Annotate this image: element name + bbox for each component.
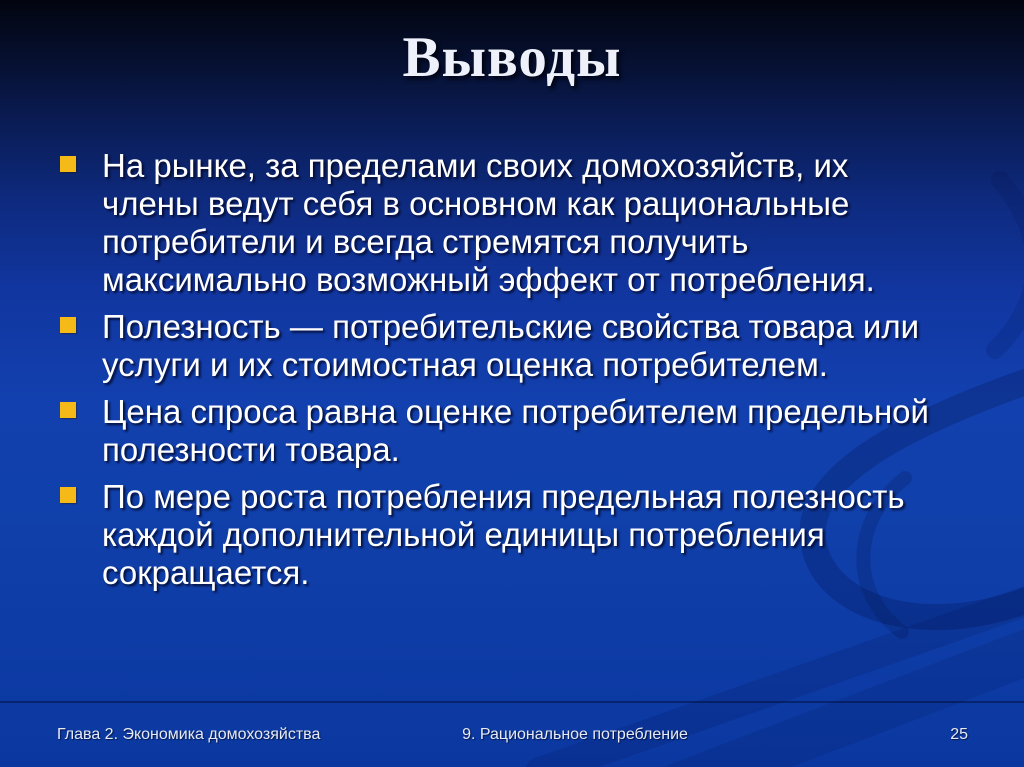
square-bullet-icon: [60, 156, 76, 172]
footer-chapter-label: Глава 2. Экономика домохозяйства: [57, 726, 321, 743]
square-bullet-icon: [60, 317, 76, 333]
page-title: Выводы: [402, 26, 622, 89]
slide-footer: [0, 722, 1024, 752]
square-bullet-icon: [60, 402, 76, 418]
bullet-item: [60, 308, 932, 384]
bullet-item: [60, 478, 932, 592]
footer-section-label: 9. Рациональное потребление: [462, 726, 688, 743]
bullet-item: [60, 393, 932, 469]
footer-divider: [0, 701, 1024, 703]
bullet-item: [60, 147, 932, 299]
bullet-text: На рынке, за пределами своих домохозяйств, их члены ведут себя в основном как рациональные потребители и всегда стремятся получить максимально возможный эффект от потребления.: [102, 147, 875, 298]
bullet-list: [60, 147, 932, 601]
footer-page-number: 25: [950, 726, 968, 743]
square-bullet-icon: [60, 487, 76, 503]
bullet-text: Полезность — потребительские свойства товара или услуги и их стоимостная оценка потребителем.: [102, 308, 920, 383]
bullet-text: По мере роста потребления предельная полезность каждой дополнительной единицы потребления сокращается.: [102, 478, 905, 591]
bullet-text: Цена спроса равна оценке потребителем предельной полезности товара.: [102, 393, 929, 468]
